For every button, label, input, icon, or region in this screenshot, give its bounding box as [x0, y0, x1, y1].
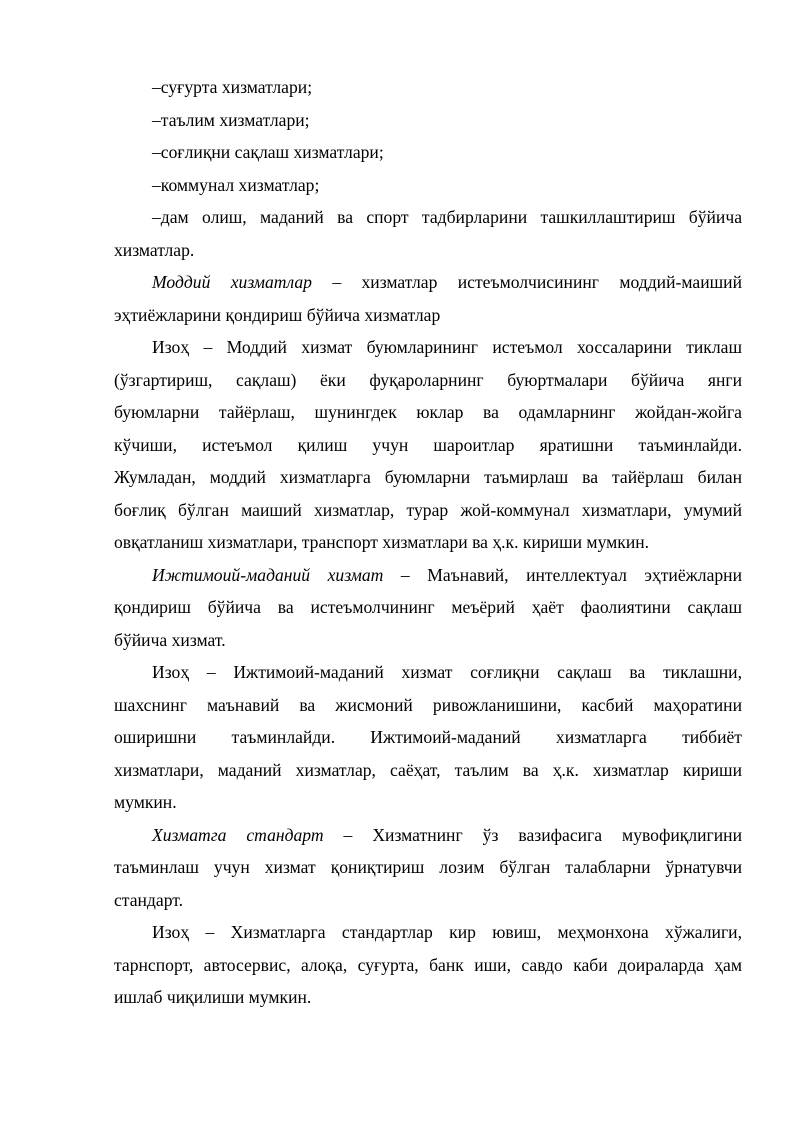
- note-line: Изоҳ – Ижтимоий-маданий хизмат соғлиқни сақлаш ва тиклашни,: [152, 662, 742, 682]
- text-line: хизматлари, маданий хизматлар, саёҳат, таълим ва ҳ.к. хизматлар кириши: [114, 759, 742, 780]
- text-line: шахснинг маънавий ва жисмоний ривожланишини, касбий маҳоратини: [114, 694, 742, 715]
- text-line: оширишни таъминлайди. Ижтимоий-маданий хизматларга тиббиёт: [114, 727, 742, 747]
- text-line: буюмларни тайёрлаш, шунингдек юклар ва одамларнинг жойдан-жойга: [114, 402, 742, 422]
- text-line: таъминлаш учун хизмат қониқтириш лозим бўлган талабларни ўрнатувчи: [114, 857, 742, 877]
- list-item: –дам олиш, маданий ва спорт тадбирларини ташкиллаштириш бўйича: [152, 207, 742, 227]
- list-item: –соғлиқни сақлаш хизматлари;: [152, 142, 384, 162]
- definition-service-standard: [114, 819, 742, 852]
- definition-material-services: [114, 266, 742, 299]
- text-line: ишлаб чиқилиши мумкин.: [114, 987, 312, 1007]
- text-line: боғлиқ бўлган маиший хизматлар, турар жой-коммунал хизматлари, умумий: [114, 499, 742, 520]
- text-line: овқатланиш хизматлари, транспорт хизматлари ва ҳ.к. кириши мумкин.: [114, 532, 650, 552]
- term-service-standard: Хизматга стандарт: [152, 824, 324, 845]
- definition-socio-cultural-service: [114, 559, 742, 592]
- text-line: стандарт.: [114, 889, 184, 910]
- definition-text: – хизматлар истеъмолчисининг моддий-маиший: [332, 272, 742, 292]
- note-line: Изоҳ – Моддий хизмат буюмларининг истеъмол хоссаларини тиклаш: [152, 337, 742, 357]
- document-body: [114, 71, 742, 1014]
- text-line: қондириш бўйича ва истеъмолчининг меъёрий ҳаёт фаолиятини сақлаш: [114, 597, 742, 617]
- definition-text: – Маънавий, интеллектуал эҳтиёжларни: [400, 564, 743, 585]
- definition-text: – Хизматнинг ўз вазифасига мувофиқлигини: [343, 824, 742, 845]
- text-line: (ўзгартириш, сақлаш) ёки фуқароларнинг буюртмалари бўйича янги: [114, 369, 742, 390]
- text-line: мумкин.: [114, 792, 177, 812]
- text-line: эҳтиёжларини қондириш бўйича хизматлар: [114, 304, 441, 325]
- term-material-services: Моддий хизматлар: [152, 272, 312, 292]
- text-line: бўйича хизмат.: [114, 629, 226, 650]
- text-line: кўчиши, истеъмол қилиш учун шароитлар яратишни таъминлайди.: [114, 434, 742, 455]
- list-item: –таълим хизматлари;: [152, 109, 310, 130]
- text-line: тарнспорт, автосервис, алоқа, суғурта, банк иши, савдо каби доираларда ҳам: [114, 954, 742, 975]
- list-item: –коммунал хизматлар;: [152, 174, 320, 195]
- list-item-continuation: хизматлар.: [114, 239, 195, 260]
- text-line: Жумладан, моддий хизматларга буюмларни таъмирлаш ва тайёрлаш билан: [114, 467, 742, 487]
- note-line: Изоҳ – Хизматларга стандартлар кир ювиш, меҳмонхона хўжалиги,: [152, 922, 742, 942]
- term-socio-cultural-service: Ижтимоий-маданий хизмат: [152, 564, 384, 585]
- list-item: –суғурта хизматлари;: [152, 77, 313, 97]
